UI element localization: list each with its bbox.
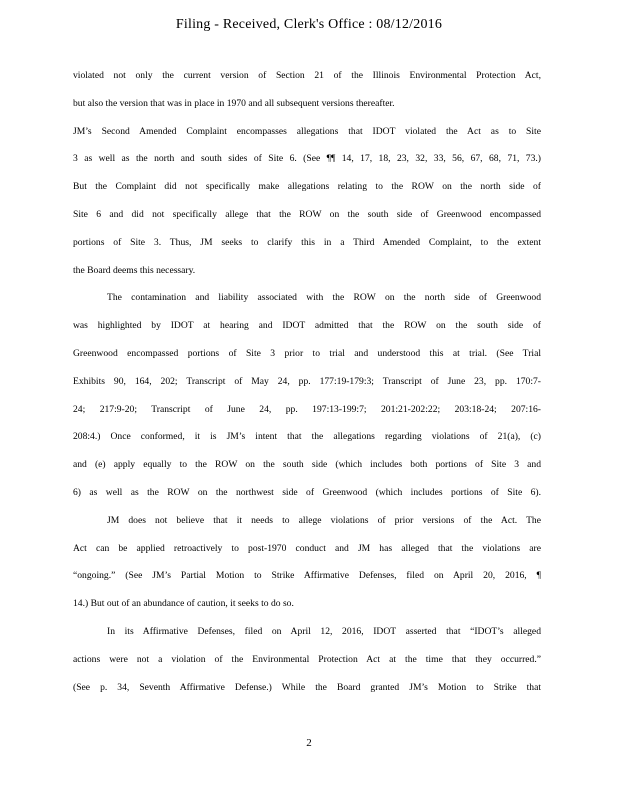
- text-line: 208:4.) Once conformed, it is JM’s intent that the allegations regarding violations of 21(a), (c): [73, 431, 541, 443]
- text-line: JM’s Second Amended Complaint encompasses allegations that IDOT violated the Act as to Site: [73, 125, 541, 137]
- text-line: “ongoing.” (See JM’s Partial Motion to Strike Affirmative Defenses, filed on April 20, 2016, ¶: [73, 570, 541, 582]
- text-line: JM does not believe that it needs to allege violations of prior versions of the Act. The: [107, 514, 541, 526]
- text-line: portions of Site 3. Thus, JM seeks to clarify this in a Third Amended Complaint, to the extent: [73, 236, 541, 248]
- page-number: 2: [306, 737, 312, 749]
- text-line: Site 6 and did not specifically allege that the ROW on the south side of Greenwood encompassed: [73, 208, 541, 220]
- text-line: Greenwood encompassed portions of Site 3 prior to trial and understood this at trial. (See Trial: [73, 347, 541, 359]
- text-line: But the Complaint did not specifically make allegations relating to the ROW on the north side of: [73, 181, 541, 193]
- text-line: (See p. 34, Seventh Affirmative Defense.) While the Board granted JM’s Motion to Strike that: [73, 681, 541, 693]
- text-line: violated not only the current version of Section 21 of the Illinois Environmental Protection Act,: [73, 70, 541, 81]
- text-line: The contamination and liability associated with the ROW on the north side of Greenwood: [107, 292, 541, 304]
- text-line: the Board deems this necessary.: [73, 264, 196, 276]
- text-line: but also the version that was in place in 1970 and all subsequent versions thereafter.: [73, 97, 395, 109]
- filing-stamp-header: Filing - Received, Clerk's Office : 08/12/2016: [175, 17, 443, 32]
- text-line: 14.) But out of an abundance of caution, it seeks to do so.: [73, 598, 294, 610]
- text-line: 24; 217:9-20; Transcript of June 24, pp. 197:13-199:7; 201:21-202:22; 203:18-24; 207:16-: [73, 403, 541, 415]
- text-line: In its Affirmative Defenses, filed on April 12, 2016, IDOT asserted that “IDOT’s alleged: [107, 625, 541, 637]
- body-text: [73, 69, 541, 708]
- text-line: 6) as well as the ROW on the northwest side of Greenwood (which includes portions of Site 6).: [73, 486, 541, 498]
- text-line: was highlighted by IDOT at hearing and IDOT admitted that the ROW on the south side of: [73, 320, 541, 332]
- text-line: and (e) apply equally to the ROW on the south side (which includes both portions of Site 3 and: [73, 459, 541, 471]
- text-line: 3 as well as the north and south sides of Site 6. (See ¶¶ 14, 17, 18, 23, 32, 33, 56, 67, 68, 71, 73.): [73, 153, 541, 165]
- text-line: Exhibits 90, 164, 202; Transcript of May 24, pp. 177:19-179:3; Transcript of June 23, pp. 170:7-: [73, 375, 541, 387]
- text-line: Act can be applied retroactively to post-1970 conduct and JM has alleged that the violations are: [73, 542, 541, 554]
- text-line: actions were not a violation of the Environmental Protection Act at the time that they occurred.”: [73, 653, 541, 665]
